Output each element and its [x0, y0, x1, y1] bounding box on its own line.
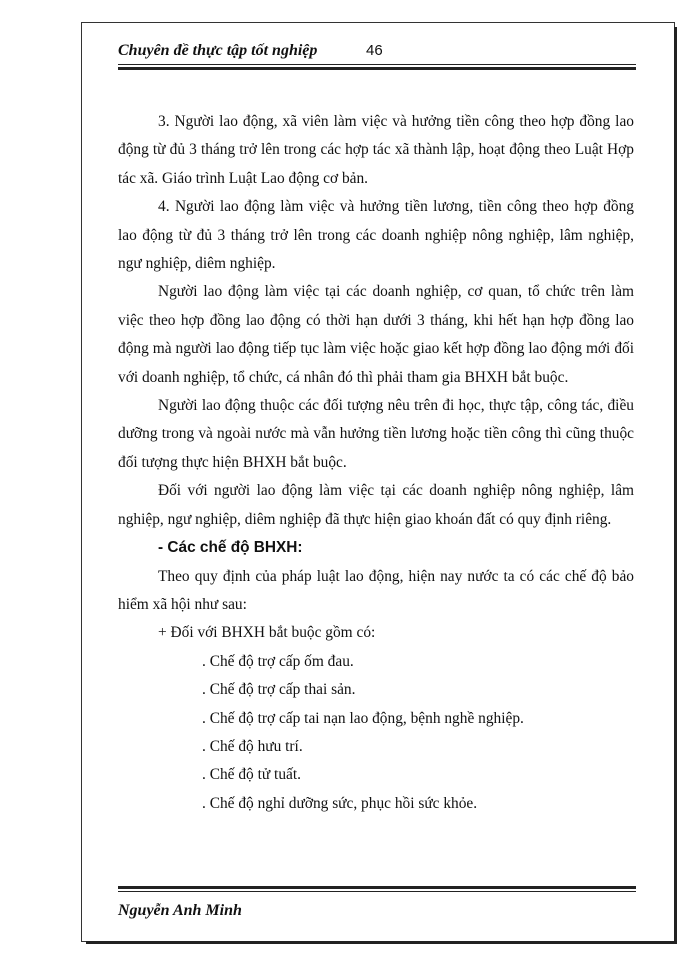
paragraph: 4. Người lao động làm việc và hưởng tiền lương, tiền công theo hợp đồng lao động từ đủ 3 tháng trở lên trong các doanh nghiệp nông nghiệp, lâm nghiệp, ngư nghiệp, diêm nghiệp. — [118, 198, 634, 273]
sub-heading: + Đối với BHXH bắt buộc gồm có: — [158, 624, 376, 642]
list-item: . Chế độ trợ cấp thai sản. — [202, 681, 356, 699]
header-rule-thin — [118, 64, 636, 65]
list-item: . Chế độ trợ cấp tai nạn lao động, bệnh nghề nghiệp. — [202, 709, 524, 727]
footer-rule-thick — [118, 886, 636, 889]
section-heading: - Các chế độ BHXH: — [158, 539, 303, 557]
header-title: Chuyên đề thực tập tốt nghiệp — [118, 42, 318, 59]
footer-author: Nguyễn Anh Minh — [118, 902, 242, 919]
list-item: . Chế độ trợ cấp ốm đau. — [202, 652, 354, 670]
page-border-shadow-bottom — [86, 941, 677, 944]
paragraph: 3. Người lao động, xã viên làm việc và hưởng tiền công theo hợp đồng lao động từ đủ 3 tháng trở lên trong các hợp tác xã thành lập, hoạt động theo Luật Hợp tác xã. Giáo trình Luật Lao động cơ bản. — [118, 113, 634, 187]
list-item: . Chế độ hưu trí. — [202, 737, 303, 755]
paragraph: Người lao động làm việc tại các doanh nghiệp, cơ quan, tổ chức trên làm việc theo hợp đồng lao động có thời hạn dưới 3 tháng, khi hết hạn hợp đồng lao động mà người lao động tiếp tục làm việc hoặc giao kết hợp đồng lao động mới đối với doanh nghiệp, tổ chức, cá nhân đó thì phải tham gia BHXH bắt buộc. — [118, 283, 634, 386]
section-intro: Theo quy định của pháp luật lao động, hiện nay nước ta có các chế độ bảo hiểm xã hội như sau: — [118, 567, 634, 613]
footer-rule-thin — [118, 891, 636, 892]
page-header — [118, 38, 638, 62]
page-border-shadow-right — [674, 27, 677, 944]
header-rule-thick — [118, 67, 636, 70]
page-number: 46 — [366, 42, 383, 59]
paragraph: Đối với người lao động làm việc tại các doanh nghiệp nông nghiệp, lâm nghiệp, ngư nghiệp, diêm nghiệp đã thực hiện giao khoán đất có quy định riêng. — [118, 482, 634, 528]
list-item: . Chế độ nghỉ dưỡng sức, phục hồi sức khỏe. — [202, 794, 478, 812]
paragraph: Người lao động thuộc các đối tượng nêu trên đi học, thực tập, công tác, điều dưỡng trong và ngoài nước mà vẫn hưởng tiền lương hoặc tiền công thì cũng thuộc đối tượng thực hiện BHXH bắt buộc. — [118, 397, 634, 471]
document-body — [118, 108, 634, 818]
list-item: . Chế độ tử tuất. — [202, 766, 301, 784]
